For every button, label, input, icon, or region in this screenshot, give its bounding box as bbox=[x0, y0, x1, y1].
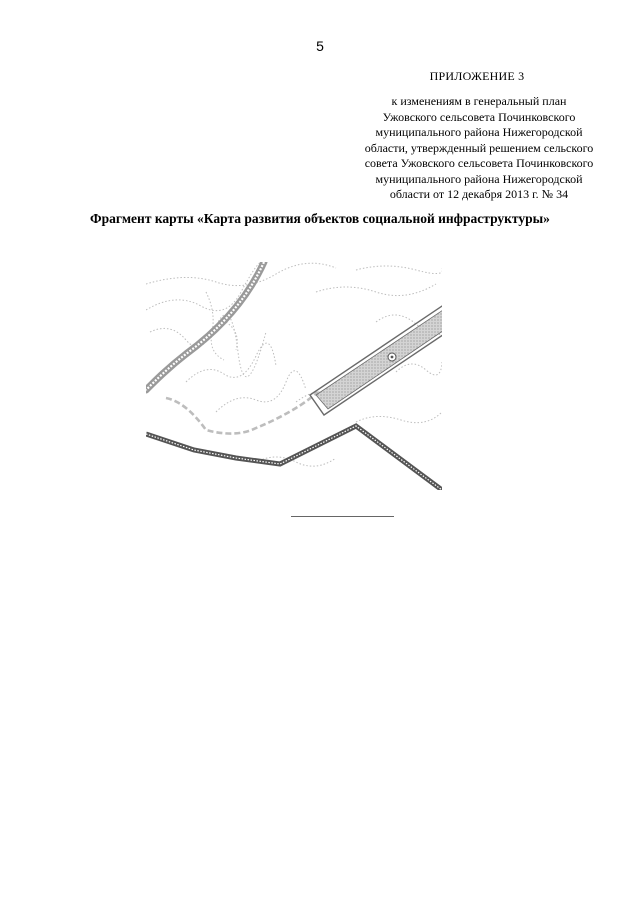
appendix-heading: ПРИЛОЖЕНИЕ 3 bbox=[429, 69, 525, 83]
end-rule bbox=[291, 516, 394, 517]
zone-fill bbox=[316, 308, 442, 409]
appendix-line: муниципального района Нижегородской bbox=[375, 171, 583, 186]
appendix-line: Ужовского сельсовета Починковского bbox=[382, 109, 576, 124]
map-fragment bbox=[146, 262, 442, 490]
access-road bbox=[166, 392, 318, 434]
boundary-line bbox=[146, 426, 442, 490]
contour-line bbox=[356, 412, 442, 423]
contour-line bbox=[316, 284, 436, 296]
contour-line bbox=[356, 266, 442, 274]
contour-line bbox=[396, 362, 442, 375]
page-number: 5 bbox=[316, 38, 324, 54]
contour-line bbox=[186, 343, 276, 382]
zone-marker-dot bbox=[391, 356, 394, 359]
contour-line bbox=[146, 262, 261, 311]
appendix-line: к изменениям в генеральный план bbox=[391, 94, 567, 108]
appendix-line: области, утвержденный решением сельского bbox=[364, 140, 594, 155]
appendix-description bbox=[334, 94, 624, 203]
appendix-line: области от 12 декабря 2013 г. № 34 bbox=[389, 187, 569, 201]
planned-zone bbox=[310, 302, 442, 415]
contour-line bbox=[146, 263, 336, 285]
settlement-boundary bbox=[146, 426, 442, 490]
contour-line bbox=[216, 371, 306, 412]
appendix-line: муниципального района Нижегородской bbox=[375, 125, 583, 139]
appendix-line: совета Ужовского сельсовета Починковского bbox=[364, 156, 594, 170]
document-title: Фрагмент карты «Карта развития объектов социальной инфраструктуры» bbox=[90, 211, 550, 226]
terrain-contours bbox=[146, 262, 442, 466]
map-figure bbox=[146, 262, 442, 490]
